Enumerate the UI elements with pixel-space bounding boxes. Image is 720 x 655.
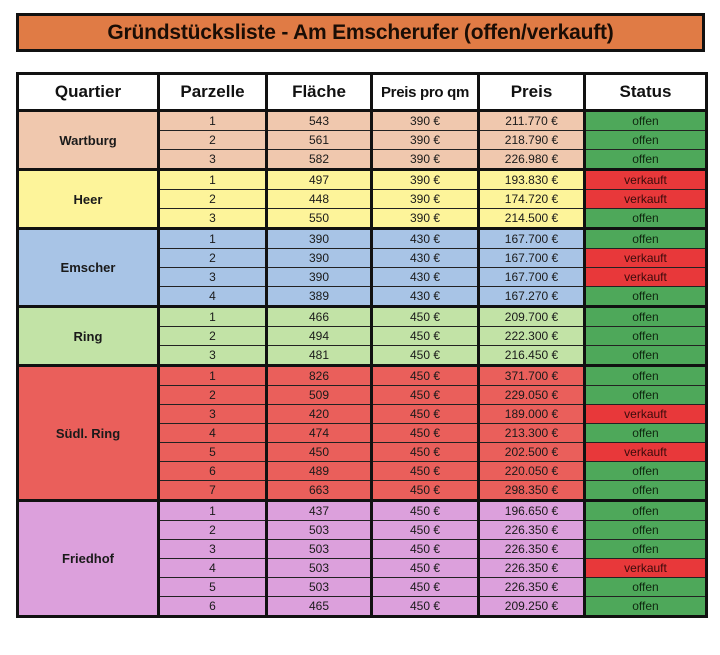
preis-cell: 218.790 € xyxy=(479,131,585,150)
flaeche-cell: 481 xyxy=(267,346,372,366)
status-badge: offen xyxy=(585,111,707,131)
preis-cell: 167.700 € xyxy=(479,249,585,268)
parzelle-cell: 1 xyxy=(159,229,267,249)
parzelle-cell: 5 xyxy=(159,578,267,597)
header-preis: Preis xyxy=(479,74,585,111)
header-flaeche: Fläche xyxy=(267,74,372,111)
flaeche-cell: 466 xyxy=(267,307,372,327)
parzelle-cell: 3 xyxy=(159,150,267,170)
preis-pro-qm-cell: 390 € xyxy=(372,131,479,150)
flaeche-cell: 390 xyxy=(267,249,372,268)
preis-cell: 226.350 € xyxy=(479,540,585,559)
parzelle-cell: 2 xyxy=(159,249,267,268)
quartier-cell: Südl. Ring xyxy=(18,366,159,501)
preis-cell: 209.250 € xyxy=(479,597,585,617)
preis-pro-qm-cell: 390 € xyxy=(372,170,479,190)
preis-pro-qm-cell: 390 € xyxy=(372,209,479,229)
preis-cell: 213.300 € xyxy=(479,424,585,443)
preis-cell: 167.270 € xyxy=(479,287,585,307)
preis-cell: 226.350 € xyxy=(479,578,585,597)
quartier-cell: Heer xyxy=(18,170,159,229)
page-title: Gründstücksliste - Am Emscherufer (offen/verkauft) xyxy=(16,13,705,52)
parzelle-cell: 4 xyxy=(159,424,267,443)
status-badge: verkauft xyxy=(585,268,707,287)
flaeche-cell: 561 xyxy=(267,131,372,150)
preis-cell: 226.350 € xyxy=(479,559,585,578)
preis-pro-qm-cell: 450 € xyxy=(372,481,479,501)
flaeche-cell: 389 xyxy=(267,287,372,307)
preis-pro-qm-cell: 430 € xyxy=(372,287,479,307)
flaeche-cell: 448 xyxy=(267,190,372,209)
parzelle-cell: 6 xyxy=(159,597,267,617)
preis-pro-qm-cell: 450 € xyxy=(372,405,479,424)
preis-pro-qm-cell: 450 € xyxy=(372,443,479,462)
parzelle-cell: 3 xyxy=(159,268,267,287)
status-badge: offen xyxy=(585,307,707,327)
table-row xyxy=(18,111,707,131)
preis-cell: 298.350 € xyxy=(479,481,585,501)
preis-pro-qm-cell: 450 € xyxy=(372,424,479,443)
parzelle-cell: 3 xyxy=(159,540,267,559)
flaeche-cell: 390 xyxy=(267,229,372,249)
status-badge: verkauft xyxy=(585,559,707,578)
status-badge: offen xyxy=(585,150,707,170)
status-badge: verkauft xyxy=(585,405,707,424)
status-badge: offen xyxy=(585,287,707,307)
status-badge: offen xyxy=(585,386,707,405)
preis-pro-qm-cell: 450 € xyxy=(372,307,479,327)
flaeche-cell: 509 xyxy=(267,386,372,405)
parzelle-cell: 1 xyxy=(159,170,267,190)
parzelle-cell: 4 xyxy=(159,287,267,307)
parzelle-cell: 2 xyxy=(159,131,267,150)
parzelle-cell: 2 xyxy=(159,521,267,540)
preis-pro-qm-cell: 450 € xyxy=(372,386,479,405)
header-row xyxy=(18,74,707,111)
status-badge: offen xyxy=(585,540,707,559)
preis-cell: 167.700 € xyxy=(479,268,585,287)
preis-pro-qm-cell: 450 € xyxy=(372,540,479,559)
preis-cell: 167.700 € xyxy=(479,229,585,249)
status-badge: offen xyxy=(585,462,707,481)
parzelle-cell: 3 xyxy=(159,209,267,229)
preis-pro-qm-cell: 450 € xyxy=(372,578,479,597)
preis-cell: 196.650 € xyxy=(479,501,585,521)
preis-pro-qm-cell: 430 € xyxy=(372,249,479,268)
status-badge: offen xyxy=(585,578,707,597)
preis-cell: 216.450 € xyxy=(479,346,585,366)
status-badge: offen xyxy=(585,597,707,617)
preis-pro-qm-cell: 450 € xyxy=(372,521,479,540)
parzelle-cell: 2 xyxy=(159,386,267,405)
flaeche-cell: 497 xyxy=(267,170,372,190)
preis-cell: 226.350 € xyxy=(479,521,585,540)
preis-pro-qm-cell: 390 € xyxy=(372,111,479,131)
flaeche-cell: 494 xyxy=(267,327,372,346)
parzelle-cell: 3 xyxy=(159,346,267,366)
header-parzelle: Parzelle xyxy=(159,74,267,111)
table-row xyxy=(18,229,707,249)
status-badge: offen xyxy=(585,346,707,366)
flaeche-cell: 503 xyxy=(267,578,372,597)
header-preis-pro-qm: Preis pro qm xyxy=(372,74,479,111)
preis-pro-qm-cell: 450 € xyxy=(372,346,479,366)
parzelle-cell: 1 xyxy=(159,501,267,521)
preis-pro-qm-cell: 450 € xyxy=(372,366,479,386)
status-badge: verkauft xyxy=(585,170,707,190)
preis-pro-qm-cell: 430 € xyxy=(372,229,479,249)
parzelle-cell: 7 xyxy=(159,481,267,501)
flaeche-cell: 437 xyxy=(267,501,372,521)
quartier-cell: Wartburg xyxy=(18,111,159,170)
flaeche-cell: 489 xyxy=(267,462,372,481)
parzelle-cell: 1 xyxy=(159,307,267,327)
parzelle-cell: 3 xyxy=(159,405,267,424)
flaeche-cell: 503 xyxy=(267,540,372,559)
flaeche-cell: 663 xyxy=(267,481,372,501)
flaeche-cell: 503 xyxy=(267,559,372,578)
preis-pro-qm-cell: 450 € xyxy=(372,559,479,578)
flaeche-cell: 826 xyxy=(267,366,372,386)
table-row xyxy=(18,170,707,190)
flaeche-cell: 450 xyxy=(267,443,372,462)
preis-pro-qm-cell: 450 € xyxy=(372,597,479,617)
preis-cell: 202.500 € xyxy=(479,443,585,462)
preis-cell: 193.830 € xyxy=(479,170,585,190)
preis-pro-qm-cell: 450 € xyxy=(372,327,479,346)
preis-pro-qm-cell: 450 € xyxy=(372,462,479,481)
preis-pro-qm-cell: 390 € xyxy=(372,150,479,170)
parzelle-cell: 6 xyxy=(159,462,267,481)
table-row xyxy=(18,501,707,521)
parzelle-cell: 5 xyxy=(159,443,267,462)
status-badge: offen xyxy=(585,481,707,501)
table-row xyxy=(18,307,707,327)
status-badge: offen xyxy=(585,501,707,521)
preis-cell: 189.000 € xyxy=(479,405,585,424)
status-badge: offen xyxy=(585,131,707,150)
preis-cell: 222.300 € xyxy=(479,327,585,346)
quartier-cell: Friedhof xyxy=(18,501,159,617)
flaeche-cell: 543 xyxy=(267,111,372,131)
preis-cell: 220.050 € xyxy=(479,462,585,481)
preis-pro-qm-cell: 450 € xyxy=(372,501,479,521)
preis-cell: 174.720 € xyxy=(479,190,585,209)
quartier-cell: Ring xyxy=(18,307,159,366)
flaeche-cell: 550 xyxy=(267,209,372,229)
parzelle-cell: 1 xyxy=(159,366,267,386)
status-badge: offen xyxy=(585,229,707,249)
flaeche-cell: 474 xyxy=(267,424,372,443)
preis-cell: 214.500 € xyxy=(479,209,585,229)
status-badge: offen xyxy=(585,521,707,540)
preis-cell: 371.700 € xyxy=(479,366,585,386)
header-status: Status xyxy=(585,74,707,111)
status-badge: offen xyxy=(585,366,707,386)
flaeche-cell: 582 xyxy=(267,150,372,170)
parzelle-cell: 2 xyxy=(159,327,267,346)
preis-cell: 209.700 € xyxy=(479,307,585,327)
status-badge: verkauft xyxy=(585,249,707,268)
flaeche-cell: 390 xyxy=(267,268,372,287)
preis-cell: 226.980 € xyxy=(479,150,585,170)
plot-list-table xyxy=(16,72,708,618)
status-badge: offen xyxy=(585,424,707,443)
preis-pro-qm-cell: 390 € xyxy=(372,190,479,209)
status-badge: offen xyxy=(585,327,707,346)
parzelle-cell: 1 xyxy=(159,111,267,131)
flaeche-cell: 420 xyxy=(267,405,372,424)
header-quartier: Quartier xyxy=(18,74,159,111)
preis-pro-qm-cell: 430 € xyxy=(372,268,479,287)
preis-cell: 211.770 € xyxy=(479,111,585,131)
preis-cell: 229.050 € xyxy=(479,386,585,405)
quartier-cell: Emscher xyxy=(18,229,159,307)
flaeche-cell: 503 xyxy=(267,521,372,540)
parzelle-cell: 2 xyxy=(159,190,267,209)
status-badge: verkauft xyxy=(585,190,707,209)
status-badge: verkauft xyxy=(585,443,707,462)
flaeche-cell: 465 xyxy=(267,597,372,617)
status-badge: offen xyxy=(585,209,707,229)
table-row xyxy=(18,366,707,386)
parzelle-cell: 4 xyxy=(159,559,267,578)
